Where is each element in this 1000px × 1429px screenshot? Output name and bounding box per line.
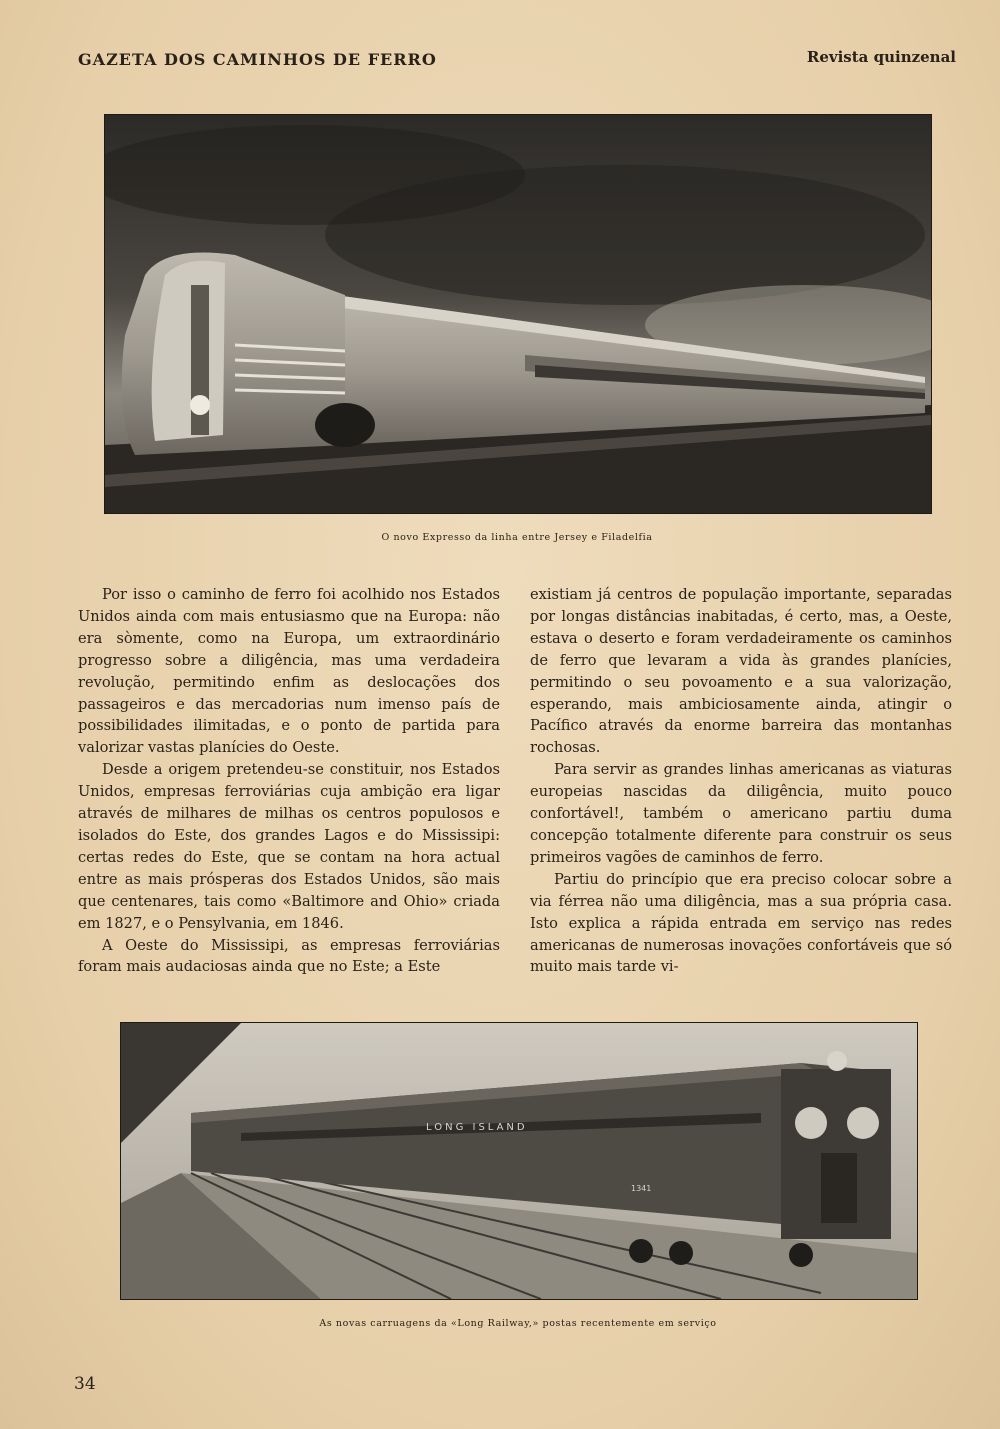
car-lettering: LONG ISLAND — [426, 1122, 528, 1133]
paragraph: Desde a origem pretendeu-se constituir, nos Estados Unidos, empresas ferroviárias cuja ambição era ligar através de milhares de milhas os centros populosos e isolados do Este, dos grandes Lagos e do Mississipi: certas redes do Este, que se contam na hora actual entre as mais prósperas dos Estados Unidos, são mais que centenares, tais como «Baltimore and Ohio» criada em 1827, e o Pensylvania, em 1846. — [78, 761, 500, 932]
paragraph: Partiu do princípio que era preciso colocar sobre a via férrea não uma diligência, mas a sua própria casa. Isto explica a rápida entrada em serviço nas redes americanas de numerosas inovações confortáveis que só muito mais tarde vi- — [530, 870, 952, 976]
express-train-photo — [104, 114, 932, 514]
express-train-caption: O novo Expresso da linha entre Jersey e Filadelfia — [381, 532, 653, 543]
publication-title: GAZETA DOS CAMINHOS DE FERRO — [78, 50, 437, 69]
publication-frequency: Revista quinzenal — [806, 48, 956, 66]
paragraph: Por isso o caminho de ferro foi acolhido nos Estados Unidos ainda com mais entusiasmo que na Europa: não era sòmente, como na Europa, um extraordinário progresso sobre a diligência, mas uma verdadeira revolução, permitindo enfim as deslocações dos passageiros e das mercadorias num imenso país de possibilidades ilimitadas, e o ponto de partida para valorizar vastas planícies do Oeste. — [78, 586, 500, 757]
page-number: 34 — [74, 1374, 96, 1394]
paragraph: A Oeste do Mississipi, as empresas ferroviárias foram mais audaciosas ainda que no Este; a Este — [78, 936, 500, 976]
long-island-caption: As novas carruagens da «Long Railway,» postas recentemente em serviço — [319, 1318, 717, 1329]
long-island-carriages-photo — [120, 1022, 918, 1300]
car-number: 1341 — [631, 1184, 652, 1193]
paragraph: existiam já centros de população importante, separadas por longas distâncias inabitadas, é certo, mas, a Oeste, estava o deserto e foram verdadeiramente os caminhos de ferro que levaram a vida às grandes planícies, permitindo o seu povoamento e a sua valorização, esperando, mais ambiciosamente ainda, atingir o Pacífico através da enorme barreira das montanhas rochosas. — [530, 586, 952, 757]
paragraph: Para servir as grandes linhas americanas as viaturas europeias nascidas da diligência, muito pouco confortável!, também o americano partiu duma concepção totalmente diferente para construir os seus primeiros vagões de caminhos de ferro. — [530, 761, 952, 866]
article-column-right — [530, 584, 952, 978]
article-column-left — [78, 584, 500, 978]
